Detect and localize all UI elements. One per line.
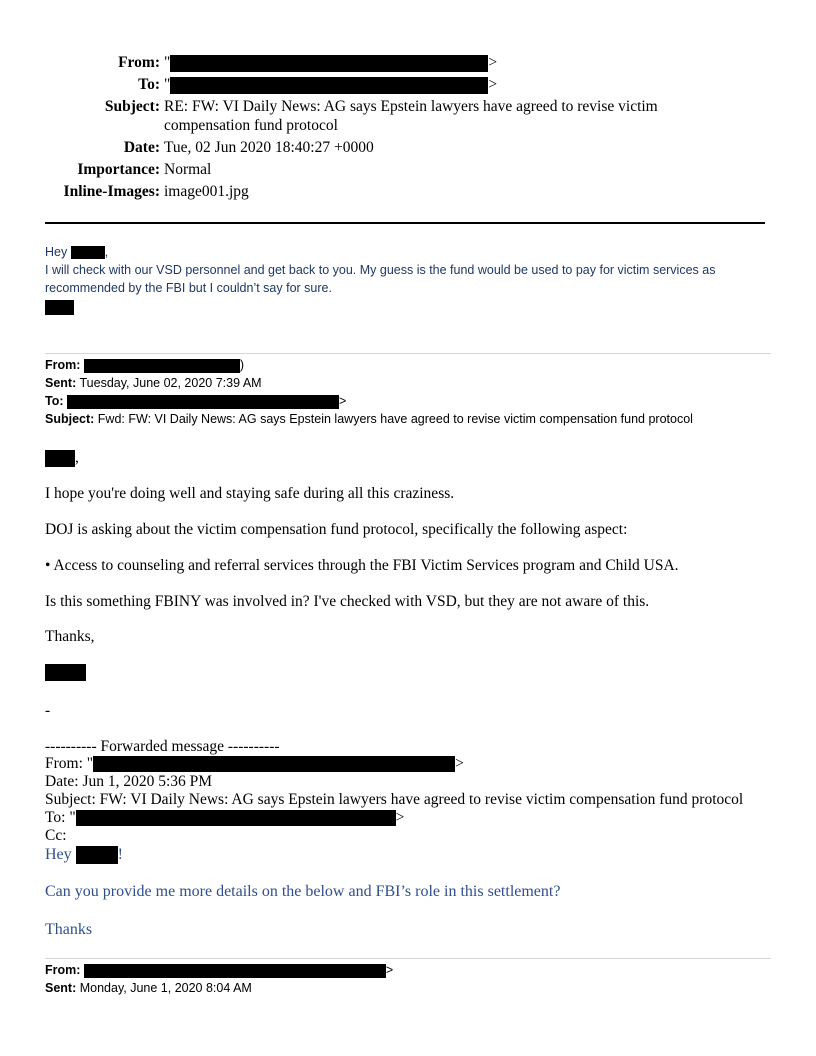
redaction-block	[170, 77, 488, 94]
subject-line-2: compensation fund protocol	[164, 117, 338, 134]
redaction-block	[84, 964, 386, 978]
redaction-block	[67, 395, 339, 409]
msg1-paragraph-2: DOJ is asking about the victim compensation fund protocol, specifically the following aspect:	[45, 521, 628, 538]
message-divider	[45, 353, 771, 354]
date-value: Tue, 02 Jun 2020 18:40:27 +0000	[164, 139, 374, 156]
redaction-block	[45, 450, 75, 467]
msg1-subject: Subject: Fwd: FW: VI Daily News: AG says Epstein lawyers have agreed to revise victim compensation fund protocol	[45, 412, 693, 426]
msg1-thanks: Thanks,	[45, 628, 95, 645]
importance-value: Normal	[164, 161, 212, 178]
forwarded-divider: ---------- Forwarded message ----------	[45, 738, 280, 755]
subject-label: Subject:	[104, 98, 160, 115]
redaction-block	[76, 810, 396, 826]
msg1-paragraph-1: I hope you're doing well and staying safe during all this craziness.	[45, 485, 455, 502]
reply-line-1: I will check with our VSD personnel and get back to you. My guess is the fund would be used to pay for victim services as	[45, 263, 716, 277]
forwarded-question: Can you provide me more details on the below and FBI’s role in this settlement?	[45, 883, 561, 900]
header-divider	[45, 222, 765, 224]
msg1-from: From: )	[45, 358, 245, 372]
msg1-paragraph-3: • Access to counseling and referral services through the FBI Victim Services program and Child USA.	[45, 557, 679, 574]
to-label: To:	[138, 76, 160, 93]
message-divider	[45, 958, 771, 959]
inline-images-label: Inline-Images:	[63, 183, 160, 200]
to-value: " >	[164, 76, 498, 93]
msg1-to: To: >	[45, 394, 347, 408]
importance-label: Importance:	[77, 161, 160, 178]
date-label: Date:	[123, 139, 160, 156]
msg1-salutation: ,	[45, 449, 79, 467]
signature-redaction	[45, 664, 86, 681]
forwarded-date: Date: Jun 1, 2020 5:36 PM	[45, 773, 213, 790]
forwarded-to: To: " >	[45, 809, 405, 826]
forwarded-from: From: " >	[45, 755, 464, 772]
redaction-block	[76, 846, 118, 864]
from-value: " >	[164, 54, 498, 71]
forwarded-thanks: Thanks	[45, 921, 93, 938]
forwarded-hey: Hey !	[45, 846, 123, 863]
msg1-dash: -	[45, 702, 51, 719]
reply-line-2: recommended by the FBI but I couldn’t say for sure.	[45, 281, 332, 295]
redaction-block	[71, 246, 105, 259]
msg2-from: From: >	[45, 963, 394, 977]
msg1-sent: Sent: Tuesday, June 02, 2020 7:39 AM	[45, 376, 262, 390]
redaction-block	[84, 359, 240, 373]
forwarded-cc: Cc:	[45, 827, 67, 844]
from-label: From:	[118, 54, 160, 71]
msg1-paragraph-4: Is this something FBINY was involved in? I've checked with VSD, but they are not aware of this.	[45, 593, 650, 610]
forwarded-subject: Subject: FW: VI Daily News: AG says Epstein lawyers have agreed to revise victim compensation fund protocol	[45, 791, 744, 808]
msg2-sent: Sent: Monday, June 1, 2020 8:04 AM	[45, 981, 252, 995]
subject-line-1: RE: FW: VI Daily News: AG says Epstein lawyers have agreed to revise victim	[164, 98, 658, 115]
signature-redaction	[45, 300, 74, 315]
inline-images-value[interactable]: image001.jpg	[164, 183, 249, 200]
redaction-block	[170, 55, 488, 72]
reply-greeting: Hey ,	[45, 245, 109, 259]
redaction-block	[93, 756, 455, 772]
